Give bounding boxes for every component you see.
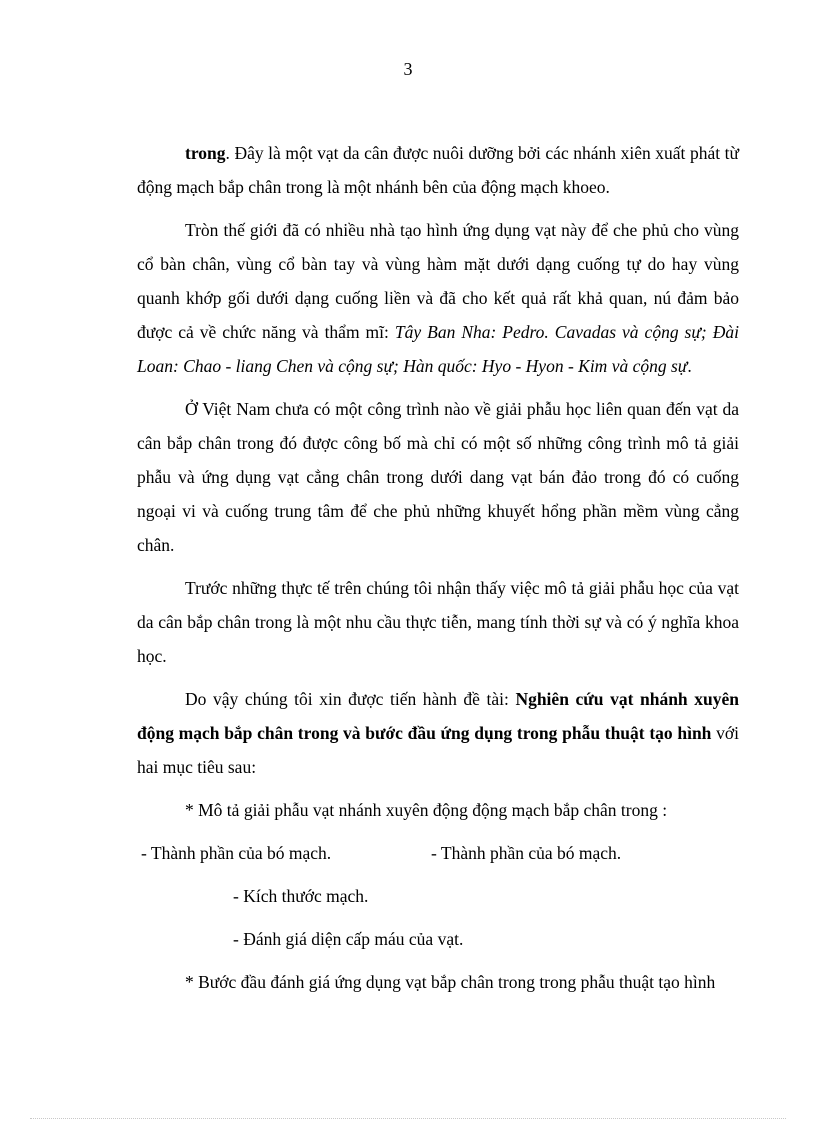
paragraph-text: Trước những thực tế trên chúng tôi nhận thấy việc mô tả giải phẫu học của vạt da cân bắp chân trong là một nhu cầu thực tiễn, mang tính thời sự và có ý nghĩa khoa học.	[137, 578, 739, 666]
italic-references: Tây Ban Nha: Pedro. Cavadas và cộng sự; Đài Loan: Chao - liang Chen và cộng sự; Hàn quốc: Hyo - Hyon - Kim và cộng sự	[137, 322, 739, 376]
paragraph-flap-description	[137, 136, 739, 204]
paragraph-text: * Bước đầu đánh giá ứng dụng vạt bắp chân trong trong phẫu thuật tạo hình	[185, 972, 716, 992]
document-body	[137, 136, 739, 1008]
paragraph-text: Tròn thế giới đã có nhiều nhà tạo hình ứng dụng vạt này để che phủ cho vùng cổ bàn chân, vùng cổ bàn tay và vùng hàm mặt dưới dạng cuống tự do hay vùng quanh khớp gối dưới dạng cuống liền và đã cho kết quả rất khả quan, nú đảm bảo được cả về chức năng và thẩm mĩ:	[137, 220, 739, 342]
paragraph-text: Ở Việt Nam chưa có một công trình nào về giải phẫu học liên quan đến vạt da cân bắp chân trong đó được công bố mà chỉ có một số những công trình mô tả giải phẫu và ứng dụng vạt cẳng chân trong dưới dang vạt bán đảo trong đó có cuống ngoại vi và cuống trung tâm để che phủ những khuyết hổng phần mềm vùng cẳng chân.	[137, 399, 739, 555]
paragraph-vietnam-status	[137, 392, 739, 562]
paragraph-thesis-title	[137, 682, 739, 784]
objective-1-heading-line	[137, 793, 739, 827]
paragraph-rationale	[137, 571, 739, 673]
paragraph-end: .	[687, 356, 692, 376]
objective-1-heading: * Mô tả giải phẫu vạt nhánh xuyên động động mạch bắp chân trong :	[185, 800, 668, 820]
paragraph-text: . Đây là một vạt da cân được nuôi dưỡng bởi các nhánh xiên xuất phát từ động mạch bắp chân trong là một nhánh bên của động mạch khoeo.	[137, 143, 739, 197]
page-bottom-divider	[30, 1118, 786, 1119]
objective-item-vessel-components-repeat: - Thành phần của bó mạch.	[431, 843, 622, 863]
page-number: 3	[403, 59, 413, 79]
objective-2	[137, 965, 739, 999]
bold-term: trong	[185, 143, 226, 163]
objective-1-items-row	[137, 836, 739, 870]
objective-item-vessel-components: - Thành phần của bó mạch.	[141, 843, 332, 863]
paragraph-text: Do vậy chúng tôi xin được tiến hành đề tài:	[185, 689, 516, 709]
paragraph-end: với hai mục tiêu sau:	[137, 723, 739, 777]
paragraph-world-applications	[137, 213, 739, 383]
objective-1-size-line	[137, 879, 739, 913]
objective-item-blood-supply: - Đánh giá diện cấp máu của vạt.	[233, 929, 464, 949]
objective-item-vessel-size: - Kích thước mạch.	[233, 886, 369, 906]
objective-1-supply-line	[137, 922, 739, 956]
thesis-title: Nghiên cứu vạt nhánh xuyên động mạch bắp chân trong và bước đầu ứng dụng trong phẫu thuật tạo hình	[137, 689, 739, 743]
